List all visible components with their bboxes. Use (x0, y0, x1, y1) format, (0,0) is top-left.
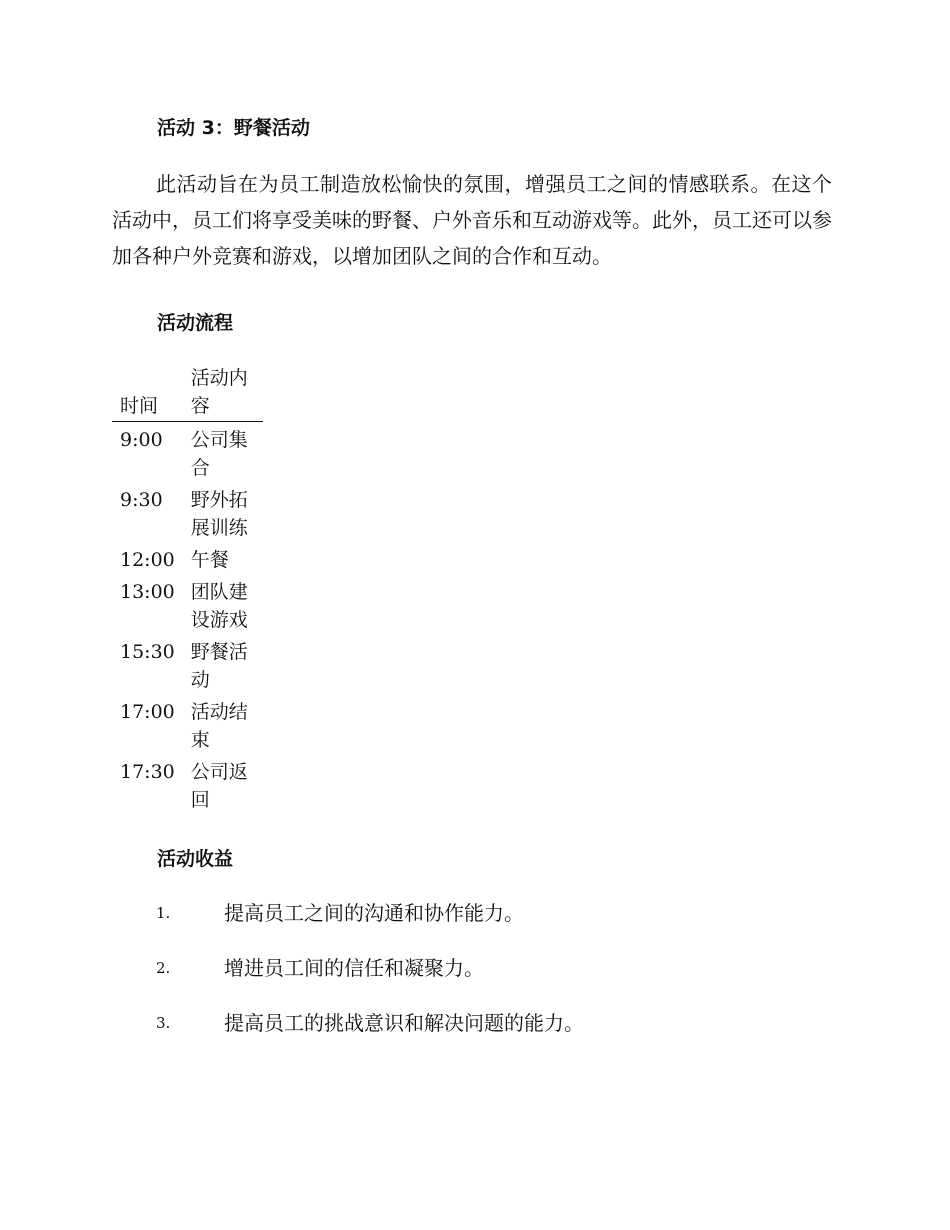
schedule-content: 野餐活动 (190, 641, 248, 691)
list-item-text: 提高员工的挑战意识和解决问题的能力。 (224, 1011, 584, 1035)
schedule-content: 团队建设游戏 (190, 581, 248, 631)
schedule-header-row (112, 364, 263, 422)
list-item-number: 2. (156, 959, 171, 977)
list-item (0, 898, 700, 928)
schedule-content: 公司返回 (190, 761, 248, 811)
schedule-content: 野外拓展训练 (190, 489, 248, 539)
schedule-table (112, 364, 263, 814)
list-item (0, 953, 700, 983)
schedule-content: 活动结束 (190, 701, 248, 751)
list-item-text: 增进员工间的信任和凝聚力。 (224, 956, 484, 980)
list-item-number: 1. (156, 904, 171, 922)
table-row (112, 694, 263, 754)
table-row (112, 422, 263, 483)
list-item-text: 提高员工之间的沟通和协作能力。 (224, 901, 524, 925)
table-row (112, 634, 263, 694)
schedule-time: 15:30 (120, 641, 175, 663)
schedule-content: 公司集合 (190, 429, 248, 479)
schedule-time: 9:30 (120, 489, 163, 511)
benefits-title: 活动收益 (157, 848, 234, 870)
schedule-time: 17:30 (120, 761, 175, 783)
list-item (0, 1008, 700, 1038)
section-title: 活动 3：野餐活动 (157, 117, 310, 139)
schedule-content: 午餐 (190, 549, 229, 571)
process-title: 活动流程 (157, 312, 234, 334)
schedule-time: 13:00 (120, 581, 175, 603)
table-row (112, 574, 263, 634)
table-row (112, 754, 263, 814)
schedule-time: 12:00 (120, 549, 175, 571)
list-item-number: 3. (156, 1014, 171, 1032)
intro-paragraph: 此活动旨在为员工制造放松愉快的氛围，增强员工之间的情感联系。在这个活动中，员工们将享受美味的野餐、户外音乐和互动游戏等。此外，员工还可以参加各种户外竞赛和游戏，以增加团队之间的合作和互动。 (112, 172, 832, 268)
schedule-time: 17:00 (120, 701, 175, 723)
schedule-header-content: 活动内容 (190, 367, 248, 417)
schedule-header-time: 时间 (120, 395, 159, 417)
table-row (112, 482, 263, 542)
table-row (112, 542, 263, 574)
schedule-time: 9:00 (120, 429, 163, 451)
